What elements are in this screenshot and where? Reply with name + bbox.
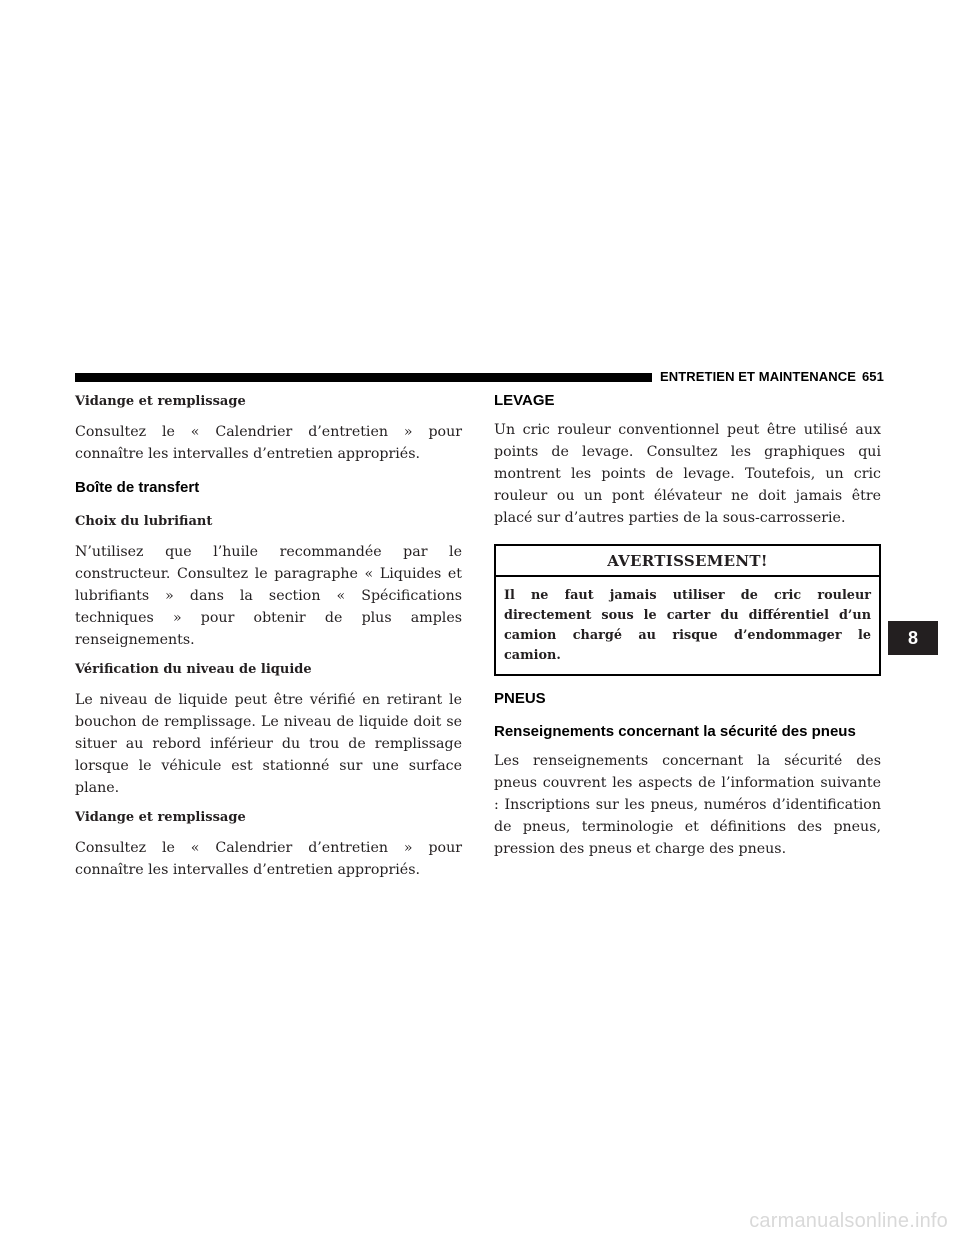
lubrifiant-paragraph: N’utilisez que l’huile recommandée par le constructeur. Consultez le paragraphe « Liquides et lubrifiants » dans la section « Spécifications techniques » pour obtenir de plus amples renseignements. — [75, 544, 462, 648]
warning-box — [494, 544, 881, 676]
watermark: carmanualsonline.info — [749, 1210, 948, 1232]
lubrifiant-heading: Choix du lubrifiant — [75, 514, 213, 529]
boite-transfert-heading: Boîte de transfert — [75, 479, 200, 496]
running-header — [660, 369, 884, 385]
verification-paragraph: Le niveau de liquide peut être vérifié en retirant le bouchon de remplissage. Le niveau de liquide doit se situer au rebord inférieur du trou de remplissage lorsque le véhicule est stationné sur une surface plane. — [75, 692, 462, 796]
vidange-heading: Vidange et remplissage — [75, 394, 246, 409]
levage-heading: LEVAGE — [494, 392, 555, 409]
section-title: ENTRETIEN ET MAINTENANCE — [660, 369, 856, 384]
vidange-paragraph-2: Consultez le « Calendrier d’entretien » pour connaître les intervalles d’entretien appropriés. — [75, 840, 462, 878]
left-column — [75, 391, 462, 881]
verification-heading: Vérification du niveau de liquide — [75, 662, 312, 677]
vidange-heading-2: Vidange et remplissage — [75, 810, 246, 825]
levage-paragraph: Un cric rouleur conventionnel peut être utilisé aux points de levage. Consultez les graphiques qui montrent les points de levage. Toutefois, un cric rouleur ou un pont élévateur ne doit jamais être placé sur d’autres parties de la sous-carrosserie. — [494, 422, 881, 526]
vidange-paragraph: Consultez le « Calendrier d’entretien » pour connaître les intervalles d’entretien appropriés. — [75, 424, 462, 462]
warning-title: AVERTISSEMENT! — [496, 546, 879, 577]
securite-pneus-paragraph: Les renseignements concernant la sécurité des pneus couvrent les aspects de l’information suivante : Inscriptions sur les pneus, numéros d’identification de pneus, terminologie et définitions des pneus, pression des pneus et charge des pneus. — [494, 753, 881, 857]
header-rule — [75, 373, 652, 382]
right-column — [494, 391, 881, 860]
warning-text: Il ne faut jamais utiliser de cric rouleur directement sous le carter du différentiel d’un camion chargé au risque d’endommager le camion. — [504, 588, 871, 663]
pneus-heading: PNEUS — [494, 690, 546, 707]
chapter-tab: 8 — [888, 621, 938, 655]
securite-pneus-heading: Renseignements concernant la sécurité des pneus — [494, 723, 856, 740]
page-number: 651 — [861, 369, 884, 384]
